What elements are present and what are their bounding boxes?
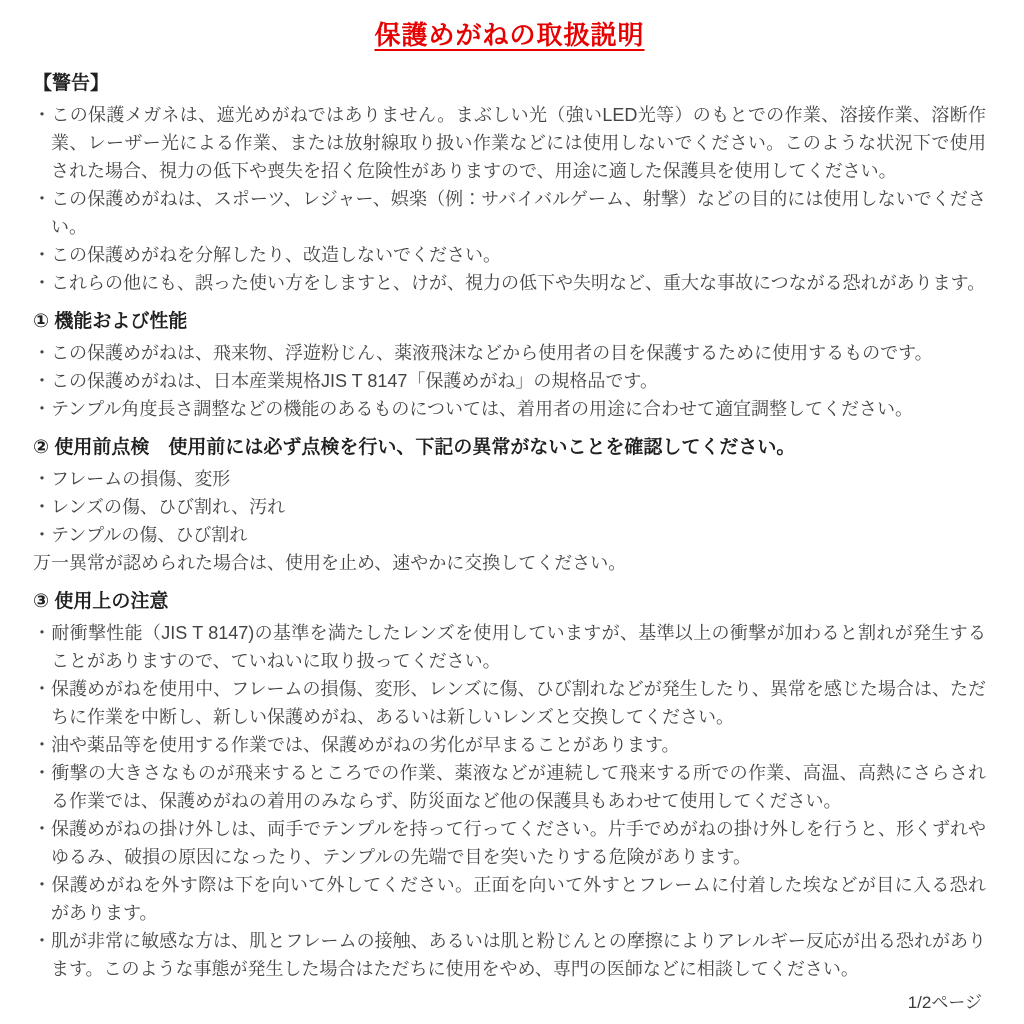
section-warning-heading: 【警告】: [33, 73, 110, 94]
precaution-item: ・保護めがねの掛け外しは、両手でテンプルを持って行ってください。片手でめがねの掛け外しを行うと、形くずれやゆるみ、破損の原因になったり、テンプルの先端で目を突いたりする危険があります。: [33, 819, 986, 867]
section-features-heading: ① 機能および性能: [33, 311, 188, 332]
inspection-note: 万一異常が認められた場合は、使用を止め、速やかに交換してください。: [33, 553, 627, 573]
inspection-item: ・レンズの傷、ひび割れ、汚れ: [33, 497, 286, 517]
features-item: ・この保護めがねは、飛来物、浮遊粉じん、薬液飛沫などから使用者の目を保護するために使用するものです。: [33, 343, 933, 363]
inspection-item: ・テンプルの傷、ひび割れ: [33, 525, 248, 545]
page-number: 1/2ページ: [907, 993, 982, 1012]
warning-item: ・この保護メガネは、遮光めがねではありません。まぶしい光（強いLED光等）のもとでの作業、溶接作業、溶断作業、レーザー光による作業、または放射線取り扱い作業などには使用しないでください。このような状況下で使用された場合、視力の低下や喪失を招く危険性がありますので、用途に適した保護具を使用してください。: [33, 105, 986, 181]
section-warning: [33, 70, 986, 297]
precaution-item: ・保護めがねを使用中、フレームの損傷、変形、レンズに傷、ひび割れなどが発生したり、異常を感じた場合は、ただちに作業を中断し、新しい保護めがね、あるいは新しいレンズと交換してください。: [33, 679, 986, 727]
precaution-item: ・油や薬品等を使用する作業では、保護めがねの劣化が早まることがあります。: [33, 735, 680, 755]
precaution-item: ・保護めがねを外す際は下を向いて外してください。正面を向いて外すとフレームに付着した埃などが目に入る恐れがあります。: [33, 875, 986, 923]
precaution-item: ・衝撃の大きさなものが飛来するところでの作業、薬液などが連続して飛来する所での作業、高温、高熱にさらされる作業では、保護めがねの着用のみならず、防災面など他の保護具もあわせて使用してください。: [33, 763, 986, 811]
document-title: 保護めがねの取扱説明: [374, 20, 645, 50]
warning-item: ・この保護めがねを分解したり、改造しないでください。: [33, 245, 501, 265]
features-item: ・この保護めがねは、日本産業規格JIS T 8147「保護めがね」の規格品です。: [33, 371, 658, 391]
features-item: ・テンプル角度長さ調整などの機能のあるものについては、着用者の用途に合わせて適宜調整してください。: [33, 399, 914, 419]
warning-item: ・これらの他にも、誤った使い方をしますと、けが、視力の低下や失明など、重大な事故につながる恐れがあります。: [33, 273, 986, 293]
section-preuse-inspection: [33, 434, 986, 577]
section-usage-precautions-heading: ③ 使用上の注意: [33, 591, 169, 612]
warning-item: ・この保護めがねは、スポーツ、レジャー、娯楽（例：サバイバルゲーム、射撃）などの目的には使用しないでください。: [33, 189, 986, 237]
section-features: [33, 308, 986, 423]
precaution-item: ・耐衝撃性能（JIS T 8147)の基準を満たしたレンズを使用していますが、基準以上の衝撃が加わると割れが発生することがありますので、ていねいに取り扱ってください。: [33, 623, 986, 671]
section-preuse-inspection-heading: ② 使用前点検 使用前には必ず点検を行い、下記の異常がないことを確認してください。: [33, 437, 796, 458]
precaution-item: ・肌が非常に敏感な方は、肌とフレームの接触、あるいは肌と粉じんとの摩擦によりアレルギー反応が出る恐れがあります。このような事態が発生した場合はただちに使用をやめ、専門の医師などに相談してください。: [33, 931, 986, 979]
section-usage-precautions: [33, 588, 986, 983]
inspection-item: ・フレームの損傷、変形: [33, 469, 231, 489]
